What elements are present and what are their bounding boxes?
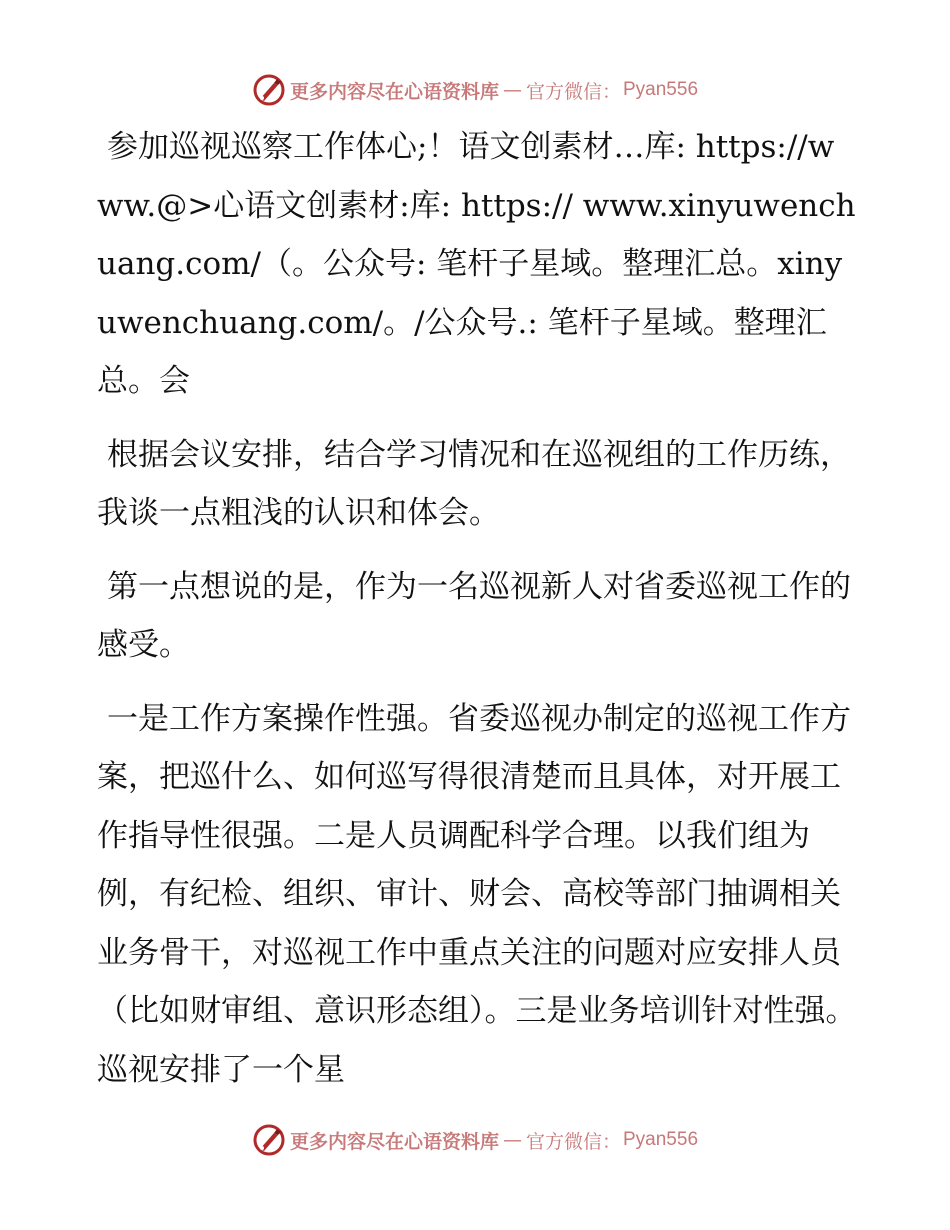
banner-promo-text: 更多内容尽在心语资料库 [289,80,499,103]
header-banner [0,70,950,110]
banner-wechat-id: Pyan556 [623,1129,699,1150]
banner-separator: — [502,79,522,101]
footer-banner [0,1120,950,1160]
pen-logo-icon [252,1123,286,1157]
banner-official-label: 官方微信： [525,80,621,103]
paragraph-title: 参加巡视巡察工作体心;！语文创素材…库: https://www.@>心语文创素材:库: https:// www.xinyuwenchuang.com/（。公众号: 笔杆子星域。整理汇总。xinyuwenchuang.com/。/公众号.: 笔杆子星域。整理汇总。会 [97,129,856,399]
banner-promo-text: 更多内容尽在心语资料库 [289,1130,499,1153]
paragraph-intro: 根据会议安排，结合学习情况和在巡视组的工作历练，我谈一点粗浅的认识和体会。 [97,436,851,531]
banner-separator: — [502,1129,522,1151]
paragraph-first-point: 第一点想说的是，作为一名巡视新人对省委巡视工作的感受。 [97,568,851,663]
banner-wechat-id: Pyan556 [623,79,699,100]
banner-official-label: 官方微信： [525,1130,621,1153]
paragraph-details: 一是工作方案操作性强。省委巡视办制定的巡视工作方案，把巡什么、如何巡写得很清楚而且具体，对开展工作指导性很强。二是人员调配科学合理。以我们组为例，有纪检、组织、审计、财会、高校等部门抽调相关业务骨干，对巡视工作中重点关注的问题对应安排人员（比如财审组、意识形态组）。三是业务培训针对性强。巡视安排了一个星 [97,700,857,1088]
pen-logo-icon [252,73,286,107]
document-body [97,118,857,1114]
